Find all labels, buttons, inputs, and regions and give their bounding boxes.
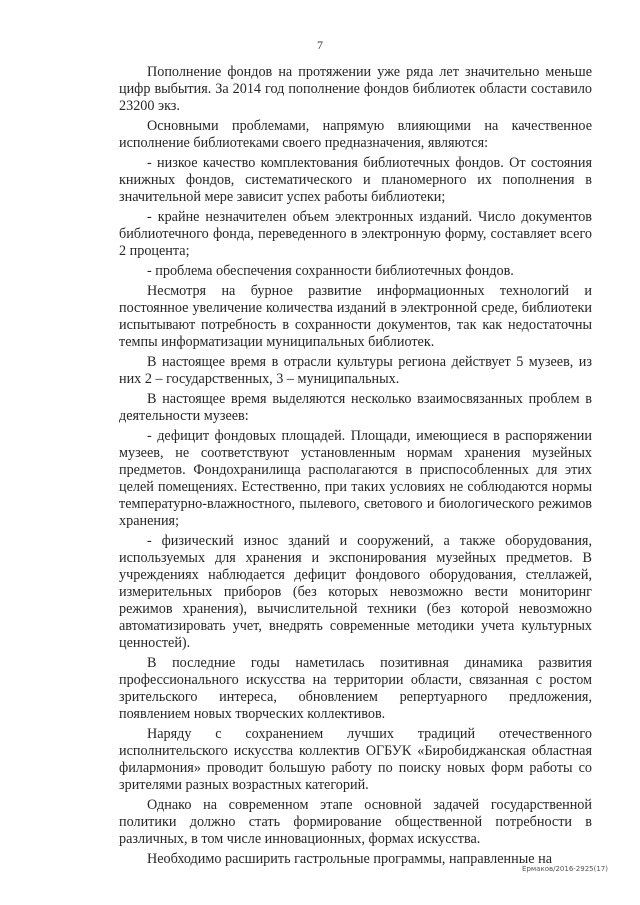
paragraph: - проблема обеспечения сохранности библиотечных фондов. <box>147 263 514 279</box>
paragraph: В последние годы наметилась позитивная динамика развития профессионального искусства на территории области, связанная с ростом зрительского интереса, обновлением репертуарного предложения, появлением новых творческих коллективов. <box>119 655 592 722</box>
paragraph: - физический износ зданий и сооружений, а также оборудования, используемых для хранения и экспонирования музейных предметов. В учреждениях наблюдается дефицит фондового оборудования, стеллажей, измерительных приборов (без которых невозможно вести мониторинг режимов хранения), вычислительной техники (без которой невозможно автоматизировать учет, внедрять современные методики учета культурных ценностей). <box>119 533 592 651</box>
paragraph: - низкое качество комплектования библиотечных фондов. От состояния книжных фондов, систематического и планомерного их пополнения в значительной мере зависит успех работы библиотеки; <box>119 155 592 205</box>
paragraph: Необходимо расширить гастрольные программы, направленные на <box>147 851 552 867</box>
paragraph: В настоящее время в отрасли культуры региона действует 5 музеев, из них 2 – государственных, 3 – муниципальных. <box>119 354 592 387</box>
paragraph: Однако на современном этапе основной задачей государственной политики должно стать формирование общественной потребности в различных, в том числе инновационных, формах искусства. <box>119 797 592 847</box>
paragraph: Пополнение фондов на протяжении уже ряда лет значительно меньше цифр выбытия. За 2014 год пополнение фондов библиотек области составило 23200 экз. <box>119 64 592 114</box>
paragraph: В настоящее время выделяются несколько взаимосвязанных проблем в деятельности музеев: <box>119 391 592 424</box>
paragraph: Несмотря на бурное развитие информационных технологий и постоянное увеличение количества изданий в электронной среде, библиотеки испытывают потребность в сохранности документов, так как недостаточны темпы информатизации муниципальных библиотек. <box>119 283 592 350</box>
paragraph: - дефицит фондовых площадей. Площади, имеющиеся в распоряжении музеев, не соответствуют установленным нормам хранения музейных предметов. Фондохранилища располагаются в приспособленных для этих целей помещениях. Естественно, при таких условиях не соблюдаются нормы температурно-влажностного, пылевого, светового и биологического режимов хранения; <box>119 428 592 529</box>
paragraph: - крайне незначителен объем электронных изданий. Число документов библиотечного фонда, переведенного в электронную форму, составляет всего 2 процента; <box>119 209 592 259</box>
document-body <box>119 64 592 871</box>
paragraph: Наряду с сохранением лучших традиций отечественного исполнительского искусства коллектив ОГБУК «Биробиджанская областная филармония» проводит большую работу по поиску новых форм работы со зрителями разных возрастных категорий. <box>119 726 592 793</box>
document-registration-code: Ермаков/2016-2925(17) <box>522 865 608 873</box>
page-number: 7 <box>317 38 323 52</box>
paragraph: Основными проблемами, напрямую влияющими на качественное исполнение библиотеками своего предназначения, являются: <box>119 118 592 151</box>
